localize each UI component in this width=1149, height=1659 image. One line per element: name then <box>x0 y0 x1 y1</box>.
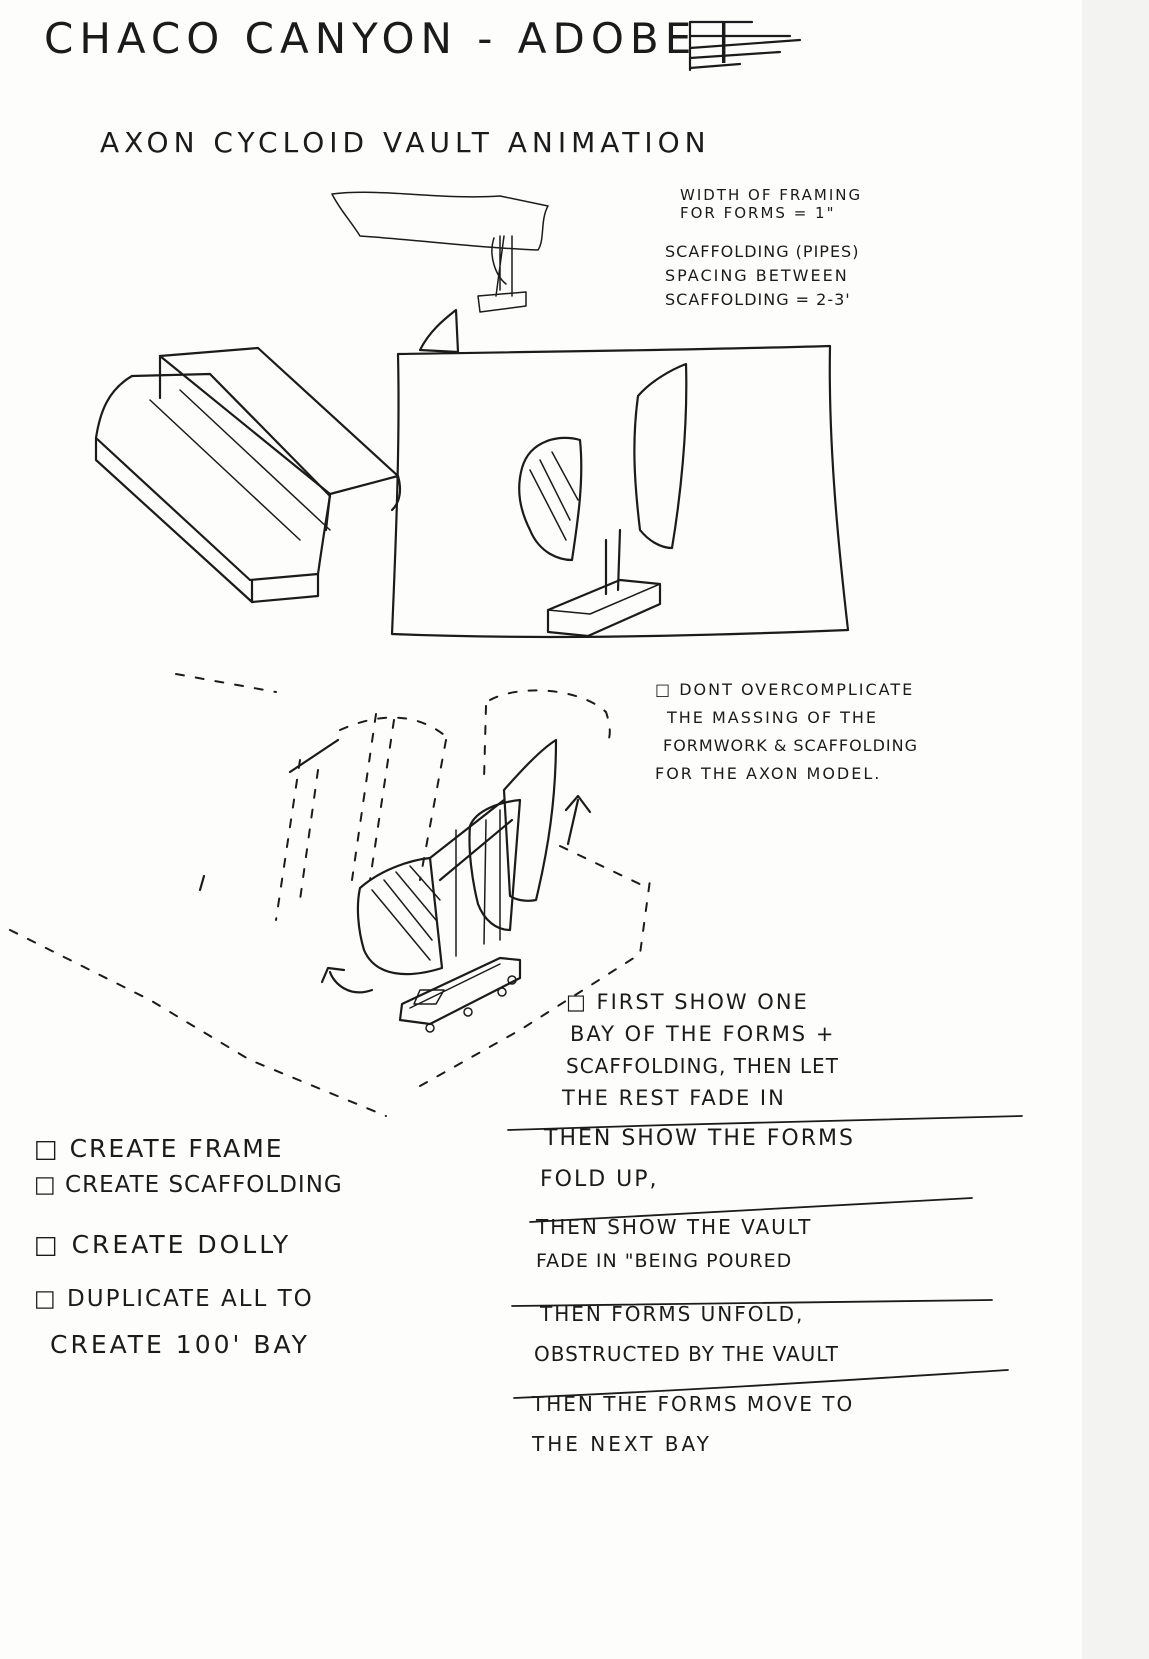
step-line: BAY OF THE FORMS + <box>570 1022 836 1046</box>
scaffolding-note <box>665 240 859 312</box>
curved-arrow-icon <box>322 968 372 992</box>
axon-dashed-bays-sketch <box>10 674 650 1116</box>
dont-note-line: FOR THE AXON MODEL. <box>655 764 882 783</box>
dont-note-line: FORMWORK & SCAFFOLDING <box>663 736 918 755</box>
hatch-logo <box>0 0 1149 100</box>
formwork-dolly-sketch <box>358 740 556 1032</box>
step-line: THEN SHOW THE VAULT <box>536 1215 813 1239</box>
sketch-subtitle: AXON CYCLOID VAULT ANIMATION <box>100 126 711 159</box>
todo-list <box>34 1134 343 1359</box>
small-wedge-sketch <box>420 310 458 352</box>
todo-item: □ CREATE DOLLY <box>34 1230 292 1259</box>
step-first <box>560 986 882 1118</box>
step-second <box>540 1118 882 1210</box>
step-third <box>536 1210 882 1294</box>
step-line: THE NEXT BAY <box>532 1432 712 1456</box>
page-title: CHACO CANYON - ADOBE | <box>44 14 737 63</box>
arrow-up-icon <box>566 796 590 844</box>
dont-note-line: THE MASSING OF THE <box>667 708 879 727</box>
dont-overcomplicate-note <box>655 676 918 788</box>
step-line: THE REST FADE IN <box>562 1086 786 1110</box>
step-line: □ FIRST SHOW ONE <box>566 990 809 1014</box>
framing-note <box>680 186 862 222</box>
step-line: THEN FORMS UNFOLD, <box>540 1302 805 1326</box>
step-line: THEN THE FORMS MOVE TO <box>532 1392 855 1416</box>
todo-item: □ DUPLICATE ALL TO <box>34 1286 314 1312</box>
todo-item: □ CREATE FRAME <box>34 1134 284 1163</box>
step-line: THEN SHOW THE FORMS <box>544 1126 855 1151</box>
animation-steps <box>532 986 882 1464</box>
step-fifth <box>532 1384 882 1464</box>
formwork-detail-sketch <box>332 192 548 312</box>
framing-note-line: WIDTH OF FRAMING <box>680 186 863 204</box>
paper-edge <box>1082 0 1149 1659</box>
todo-item-continued: CREATE 100' BAY <box>50 1330 310 1359</box>
step-line: FADE IN "BEING POURED <box>536 1250 793 1272</box>
render-frame-sketch <box>392 346 848 637</box>
step-line: SCAFFOLDING, THEN LET <box>566 1054 839 1078</box>
scaffolding-note-line: SCAFFOLDING = 2-3' <box>665 290 851 309</box>
step-line: OBSTRUCTED BY THE VAULT <box>534 1342 839 1366</box>
step-fourth <box>534 1294 882 1384</box>
todo-item: □ CREATE SCAFFOLDING <box>34 1172 343 1198</box>
framing-note-line: FOR FORMS = 1" <box>680 204 836 222</box>
dont-note-line: □ DONT OVERCOMPLICATE <box>655 680 915 699</box>
step-line: FOLD UP, <box>540 1167 659 1192</box>
scaffolding-note-line: SPACING BETWEEN <box>665 266 849 285</box>
scaffolding-note-line: SCAFFOLDING (PIPES) <box>665 242 860 261</box>
vault-blocks-sketch <box>96 348 400 602</box>
